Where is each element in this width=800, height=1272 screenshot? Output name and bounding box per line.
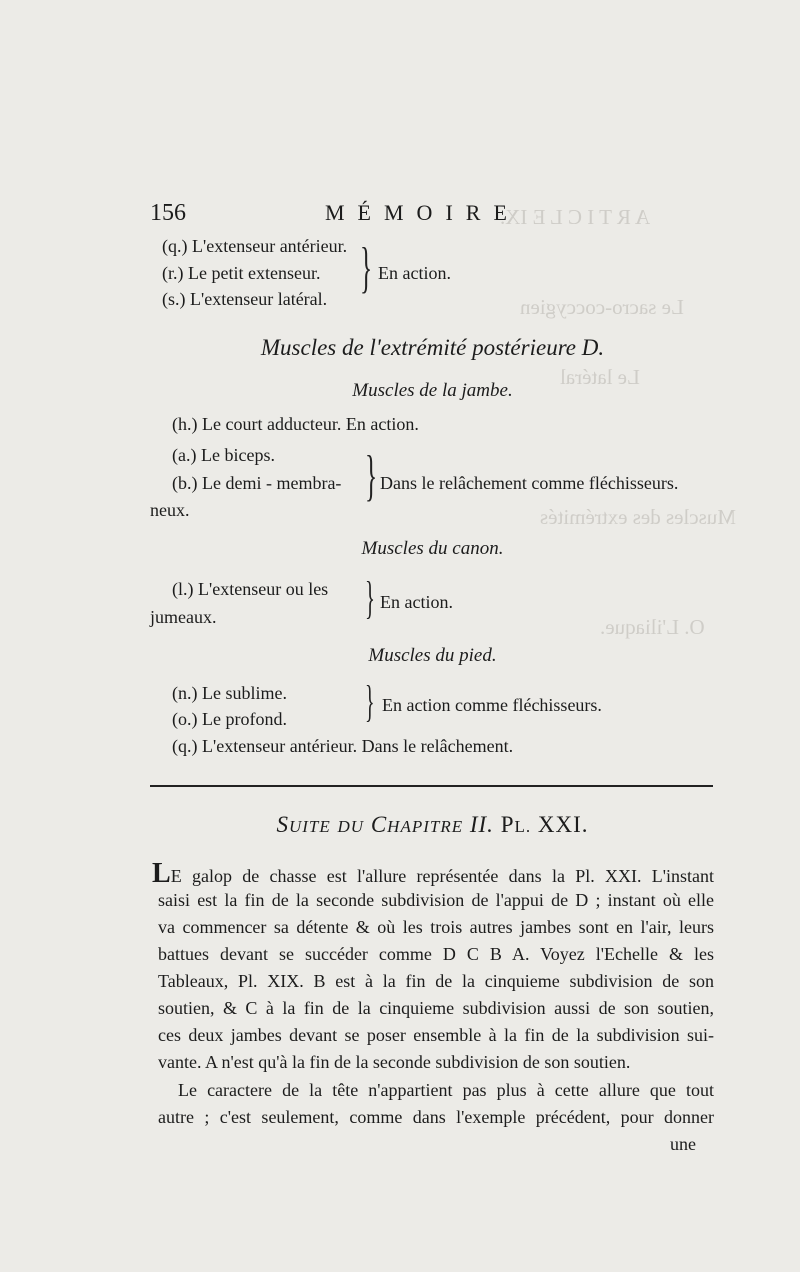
- list-item: neux.: [150, 500, 190, 520]
- running-title: MÉMOIRE: [325, 200, 520, 225]
- line-text: E galop de chasse est l'allure représentée dans la Pl. XXI. L'instant: [170, 866, 714, 886]
- section-title: Muscles de l'extrémité postérieure D.: [260, 335, 605, 360]
- page-number: 156: [150, 200, 186, 226]
- bleed-through-text: Le latéral: [560, 365, 640, 389]
- page-header: [150, 200, 715, 230]
- body-line: Le caractere de la tête n'appartient pas plus à cette allure que tout: [178, 1080, 714, 1100]
- list-item: (l.) L'extenseur ou les: [172, 579, 329, 599]
- bleed-through-text: Le sacro-coccygien: [520, 295, 684, 319]
- brace-icon: }: [365, 445, 378, 507]
- heading-part: HAPITRE: [387, 817, 464, 836]
- heading-part: L.: [514, 817, 532, 836]
- heading-part: P: [500, 812, 515, 837]
- body-line: autre ; c'est seulement, comme dans l'exemple précédent, pour donner: [158, 1107, 714, 1127]
- catchword: une: [670, 1134, 696, 1154]
- bleed-through-text: Muscles des extrémités: [540, 505, 736, 529]
- heading-part: S: [276, 812, 289, 837]
- body-line: [152, 858, 714, 890]
- muscle-state: En action.: [380, 592, 453, 612]
- drop-cap: L: [152, 858, 171, 889]
- heading-part: UITE: [288, 817, 331, 836]
- bleed-through-text: A R T I C L E IX.: [500, 205, 651, 229]
- list-item: (b.) Le demi - membra-: [172, 473, 342, 493]
- list-item: (o.) Le profond.: [172, 709, 287, 729]
- horizontal-rule: [150, 785, 713, 787]
- subsection-title: Muscles de la jambe.: [352, 380, 513, 401]
- list-item: (a.) Le biceps.: [172, 445, 275, 465]
- subsection-title: Muscles du canon.: [361, 538, 504, 559]
- heading-part: XXI.: [537, 812, 589, 837]
- heading-part: II.: [469, 812, 494, 837]
- heading-part: DU: [337, 817, 365, 836]
- body-line: saisi est la fin de la seconde subdivision de l'appui de D ; instant où elle: [158, 890, 714, 910]
- brace-icon: }: [360, 237, 373, 299]
- list-item: (h.) Le court adducteur. En action.: [172, 414, 419, 434]
- muscle-state: En action comme fléchisseurs.: [382, 695, 602, 715]
- list-item: (n.) Le sublime.: [172, 683, 287, 703]
- brace-icon: }: [365, 677, 375, 726]
- subsection-title: Muscles du pied.: [368, 645, 497, 666]
- list-item: (q.) L'extenseur antérieur.: [162, 236, 348, 256]
- body-line: ces deux jambes devant se poser ensemble à la fin de la subdivision sui-: [158, 1025, 714, 1045]
- chapter-heading: [150, 812, 715, 838]
- heading-part: C: [370, 812, 388, 837]
- bleed-through-text: O. L'iliaque.: [600, 615, 705, 639]
- body-line: vante. A n'est qu'à la fin de la seconde subdivision de son soutien.: [158, 1052, 631, 1072]
- list-item: (s.) L'extenseur latéral.: [162, 289, 328, 309]
- brace-icon: }: [365, 572, 375, 623]
- body-line: battues devant se succéder comme D C B A. Voyez l'Echelle & les: [158, 944, 714, 964]
- list-item: jumeaux.: [150, 607, 217, 627]
- list-item: (r.) Le petit extenseur.: [162, 263, 321, 283]
- body-line: va commencer sa détente & où les trois autres jambes sont en l'air, leurs: [158, 917, 714, 937]
- list-item: (q.) L'extenseur antérieur. Dans le relâchement.: [172, 736, 514, 756]
- body-line: Tableaux, Pl. XIX. B est à la fin de la cinquieme subdivision de son: [158, 971, 714, 991]
- body-line: soutien, & C à la fin de la cinquieme subdivision aussi de son soutien,: [158, 998, 714, 1018]
- muscle-state: En action.: [378, 263, 451, 283]
- muscle-state: Dans le relâchement comme fléchisseurs.: [380, 473, 679, 493]
